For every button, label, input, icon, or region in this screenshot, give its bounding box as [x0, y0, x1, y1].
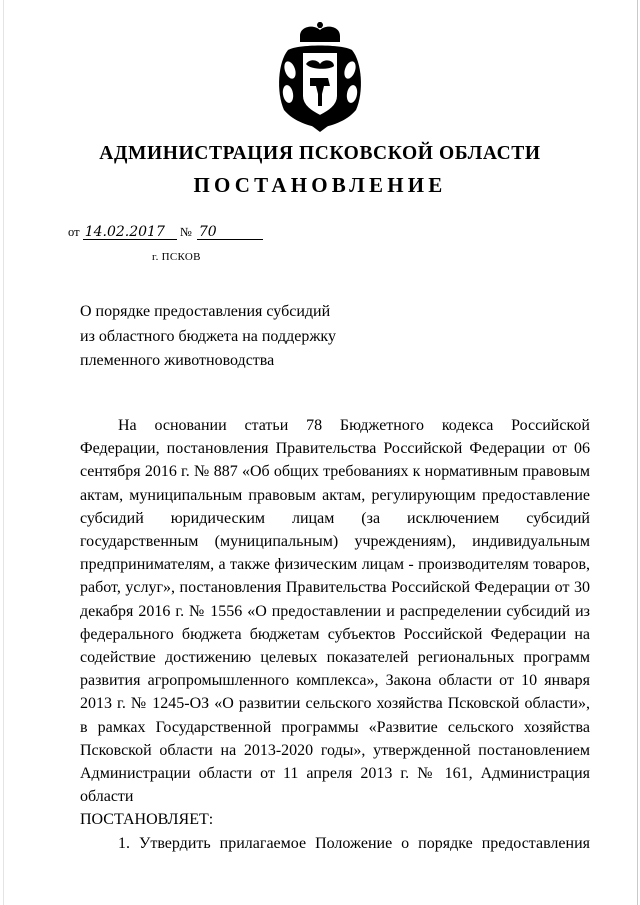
- resolves-heading: ПОСТАНОВЛЯЕТ:: [80, 811, 214, 829]
- handwritten-date: 14.02.2017: [83, 225, 177, 240]
- date-prefix: от: [68, 225, 80, 239]
- coat-of-arms-icon: [270, 22, 370, 132]
- subject-line-2: из областного бюджета на поддержку: [80, 327, 336, 345]
- city-label: г. ПСКОВ: [152, 251, 201, 263]
- organization-name: АДМИНИСТРАЦИЯ ПСКОВСКОЙ ОБЛАСТИ: [99, 143, 541, 164]
- date-number-line: [68, 225, 263, 240]
- document-type: ПОСТАНОВЛЕНИЕ: [193, 173, 447, 197]
- document-subject: [80, 300, 336, 374]
- subject-line-1: О порядке предоставления субсидий: [80, 303, 331, 320]
- preamble-paragraph: На основании статьи 78 Бюджетного кодекса Российской Федерации, постановления Правительства Российской Федерации от 06 сентября 2016 г. № 887 «Об общих требованиях к нормативным правовым актам, муниципальным правовым актам, регулирующим предоставление субсидий юридическим лицам (за исключением субсидий государственным (муниципальным) учреждениям), индивидуальным предпринимателям, а также физическим лицам - производителям товаров, работ, услуг», постановления Правительства Российской Федерации от 30 декабря 2016 г. № 1556 «О предоставлении и распределении субсидий из федерального бюджета бюджетам субъектов Российской Федерации на содействие достижению целевых показателей региональных программ развития агропромышленного комплекса», Закона области от 10 января 2013 г. № 1245-ОЗ «О развитии сельского хозяйства Псковской области», в рамках Государственной программы «Развитие сельского хозяйства Псковской области на 2013-2020 годы», утвержденной постановлением Администрации области от 11 апреля 2013 г. № 161, Администрация области: [80, 417, 590, 806]
- scan-edge-right: [637, 0, 638, 905]
- scan-edge-left: [3, 0, 4, 905]
- document-body: [80, 414, 590, 855]
- handwritten-number: 70: [197, 225, 263, 240]
- item-1-paragraph: 1. Утвердить прилагаемое Положение о порядке предоставления: [118, 834, 590, 852]
- subject-line-3: племенного животноводства: [80, 352, 275, 369]
- number-prefix: №: [179, 225, 192, 239]
